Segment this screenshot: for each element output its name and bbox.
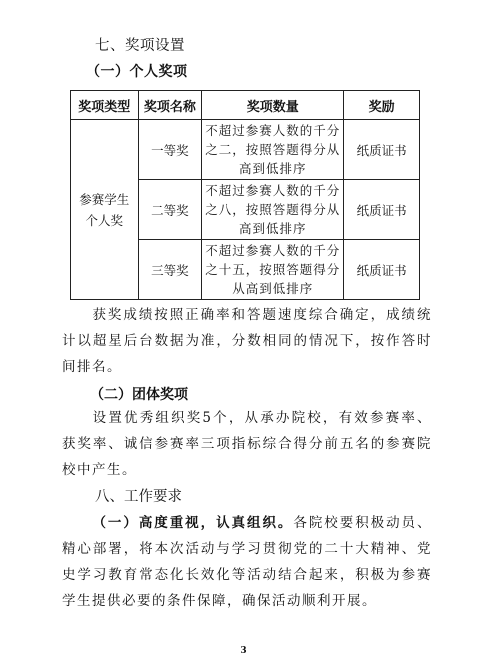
work-requirements-paragraph <box>62 510 432 614</box>
header-award-type: 奖项类型 <box>71 91 139 120</box>
requirement-text: 各院校要积极动员、精心部署，将本次活动与学习贯彻党的二十大精神、党史学习教育常态化长效化等活动结合起来，积极为参赛学生提供必要的条件保障，确保活动顺利开展。 <box>62 515 433 609</box>
individual-awards-heading: （一）个人奖项 <box>86 64 188 80</box>
team-awards-heading: （二）团体奖项 <box>90 387 188 403</box>
requirement-lead: （一）高度重视，认真组织。 <box>92 515 294 531</box>
section-7-heading: 七、奖项设置 <box>95 38 185 54</box>
award-quantity-cell: 不超过参赛人数的千分之十五，按照答题得分从高到低排序 <box>202 240 344 300</box>
award-prize-cell: 纸质证书 <box>344 120 420 180</box>
ranking-paragraph <box>62 302 432 380</box>
award-quantity-cell: 不超过参赛人数的千分之八，按照答题得分从高到低排序 <box>202 180 344 240</box>
award-prize-cell: 纸质证书 <box>344 180 420 240</box>
award-name-cell: 二等奖 <box>138 180 202 240</box>
page-number: 3 <box>240 646 247 656</box>
award-name-cell: 一等奖 <box>138 120 202 180</box>
category-line-2: 个人奖 <box>85 212 124 228</box>
award-quantity-cell: 不超过参赛人数的千分之二，按照答题得分从高到低排序 <box>202 120 344 180</box>
header-award-quantity: 奖项数量 <box>202 91 344 120</box>
ranking-text: 获奖成绩按照正确率和答题速度综合确定，成绩统计以超星后台数据为准，分数相同的情况下，按作答时间排名。 <box>62 307 432 375</box>
award-category-cell <box>71 120 139 300</box>
table-row <box>71 120 420 180</box>
header-reward: 奖励 <box>344 91 420 120</box>
awards-table <box>70 90 420 300</box>
team-awards-paragraph <box>62 405 432 483</box>
section-8-heading: 八、工作要求 <box>95 489 182 505</box>
award-prize-cell: 纸质证书 <box>344 240 420 300</box>
category-line-1: 参赛学生 <box>79 191 130 207</box>
award-name-cell: 三等奖 <box>138 240 202 300</box>
table-header-row <box>71 91 420 120</box>
team-awards-text: 设置优秀组织奖5个，从承办院校，有效参赛率、获奖率、诚信参赛率三项指标综合得分前五名的参赛院校中产生。 <box>62 410 432 478</box>
header-award-name: 奖项名称 <box>138 91 202 120</box>
